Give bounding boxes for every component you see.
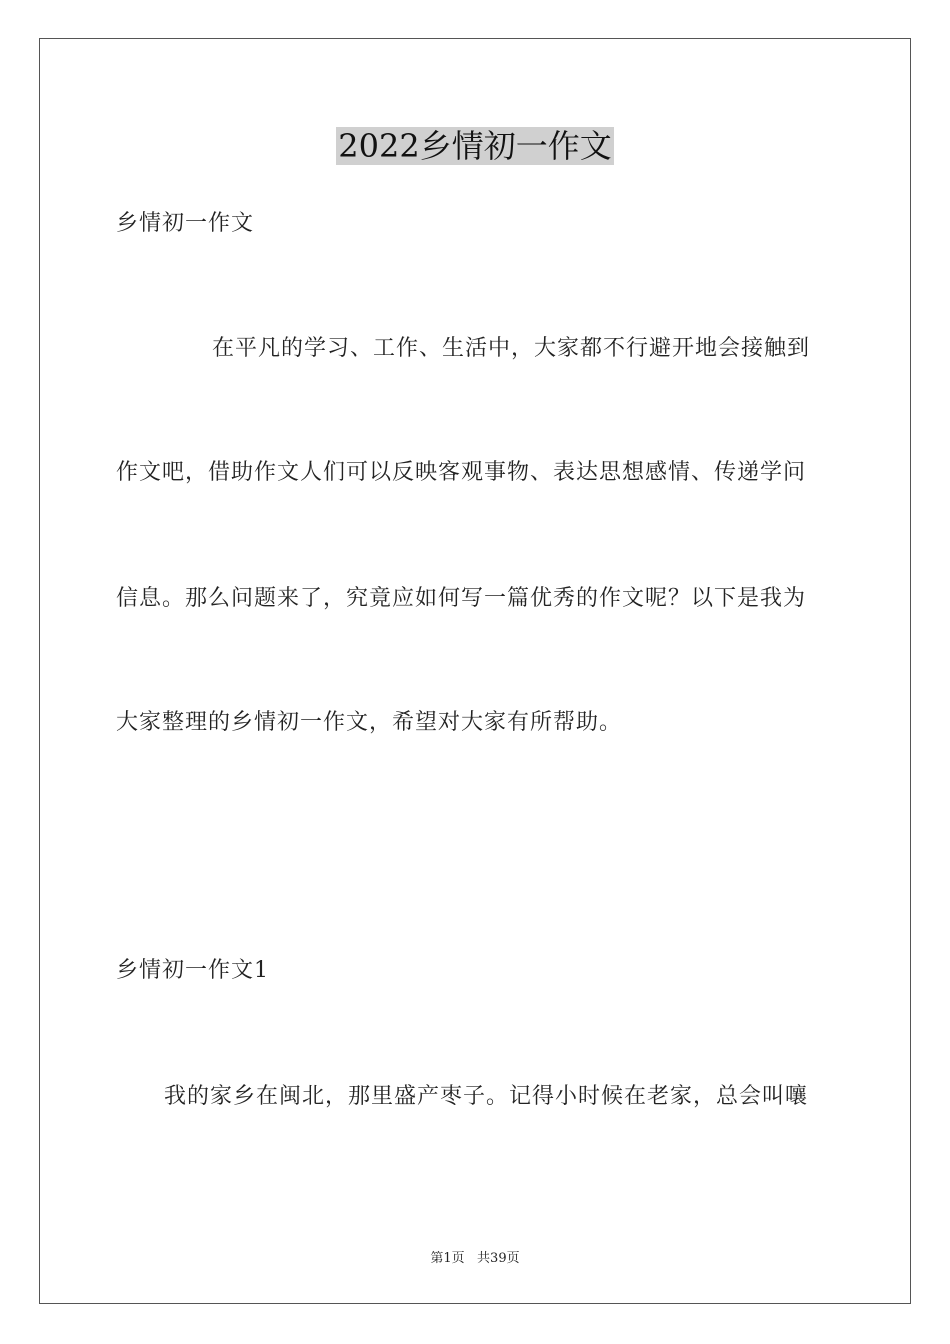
page-number-footer: 第1页 共39页 <box>430 1251 520 1266</box>
paragraph-line: 我的家乡在闽北，那里盛产枣子。记得小时候在老家，总会叫嚷 <box>164 1084 809 1109</box>
document-title <box>0 124 950 168</box>
paragraph-line: 在平凡的学习、工作、生活中，大家都不行避开地会接触到 <box>212 336 811 361</box>
paragraph-line: 作文吧，借助作文人们可以反映客观事物、表达思想感情、传递学问 <box>116 460 807 485</box>
essay-heading: 乡情初一作文1 <box>116 958 269 983</box>
document-subtitle: 乡情初一作文 <box>116 211 255 236</box>
document-title-text: 2022乡情初一作文 <box>338 127 612 165</box>
paragraph-line: 信息。那么问题来了，究竟应如何写一篇优秀的作文呢？以下是我为 <box>116 586 807 611</box>
paragraph-line: 大家整理的乡情初一作文，希望对大家有所帮助。 <box>116 710 623 735</box>
